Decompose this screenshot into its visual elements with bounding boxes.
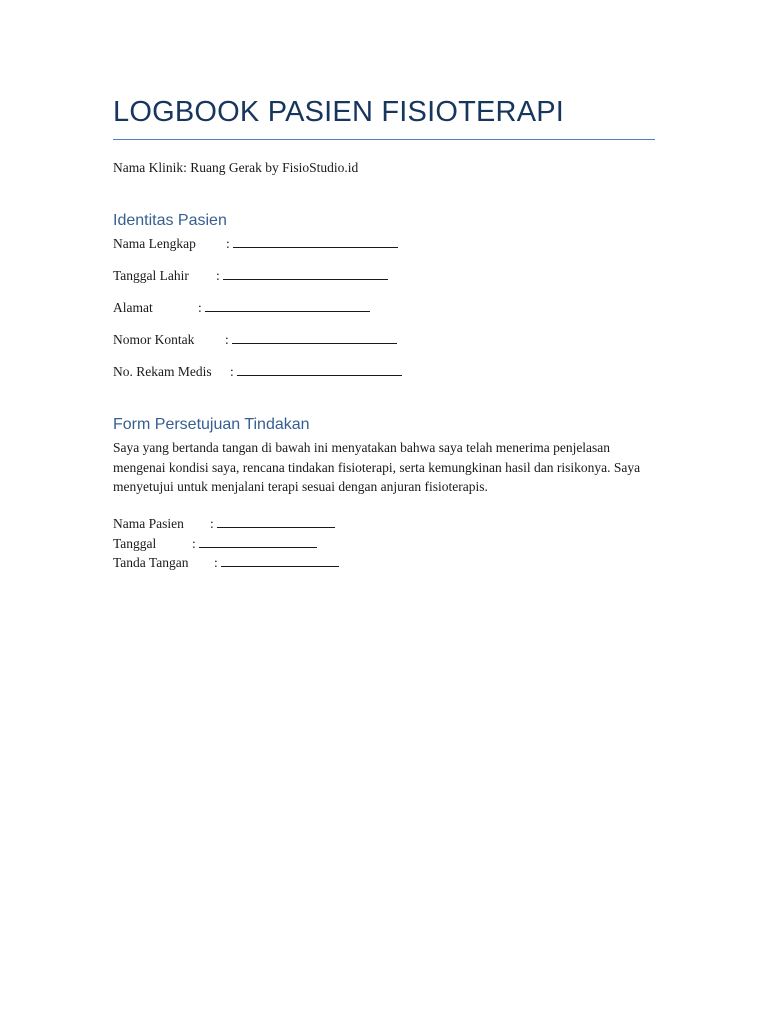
blank-line <box>205 299 370 312</box>
field-colon: : <box>225 332 229 347</box>
field-tanggal-lahir <box>113 267 388 285</box>
field-nama-lengkap <box>113 235 398 253</box>
field-no-rekam-medis <box>113 363 402 381</box>
blank-line <box>232 331 397 344</box>
field-label: Tanggal <box>113 536 157 551</box>
title-divider <box>113 139 655 140</box>
section-heading-consent: Form Persetujuan Tindakan <box>113 416 310 433</box>
field-colon: : <box>192 536 196 551</box>
field-label: Nama Pasien <box>113 516 184 531</box>
blank-line <box>237 363 402 376</box>
field-colon: : <box>226 236 230 251</box>
blank-line <box>233 235 398 248</box>
field-label: Alamat <box>113 300 153 315</box>
field-label: Nama Lengkap <box>113 236 196 251</box>
section-heading-identitas: Identitas Pasien <box>113 212 227 229</box>
blank-line <box>199 535 317 548</box>
field-label: Tanda Tangan <box>113 555 189 570</box>
field-colon: : <box>214 555 218 570</box>
consent-paragraph: Saya yang bertanda tangan di bawah ini menyatakan bahwa saya telah menerima penjelasan mengenai kondisi saya, rencana tindakan fisioterapi, serta kemungkinan hasil dan risikonya. Saya menyetujui untuk menjalani terapi sesuai dengan anjuran fisioterapis. <box>113 440 641 494</box>
blank-line <box>217 515 335 528</box>
field-label: Tanggal Lahir <box>113 268 189 283</box>
blank-line <box>223 267 388 280</box>
blank-line <box>221 554 339 567</box>
field-colon: : <box>230 364 234 379</box>
field-tanda-tangan <box>113 554 339 572</box>
field-alamat <box>113 299 370 317</box>
field-colon: : <box>216 268 220 283</box>
clinic-name: Nama Klinik: Ruang Gerak by FisioStudio.id <box>113 160 359 175</box>
field-tanggal <box>113 535 317 553</box>
field-colon: : <box>198 300 202 315</box>
field-label: No. Rekam Medis <box>113 364 212 379</box>
field-nomor-kontak <box>113 331 397 349</box>
document-title: LOGBOOK PASIEN FISIOTERAPI <box>113 96 565 128</box>
field-colon: : <box>210 516 214 531</box>
field-nama-pasien <box>113 515 335 533</box>
field-label: Nomor Kontak <box>113 332 195 347</box>
